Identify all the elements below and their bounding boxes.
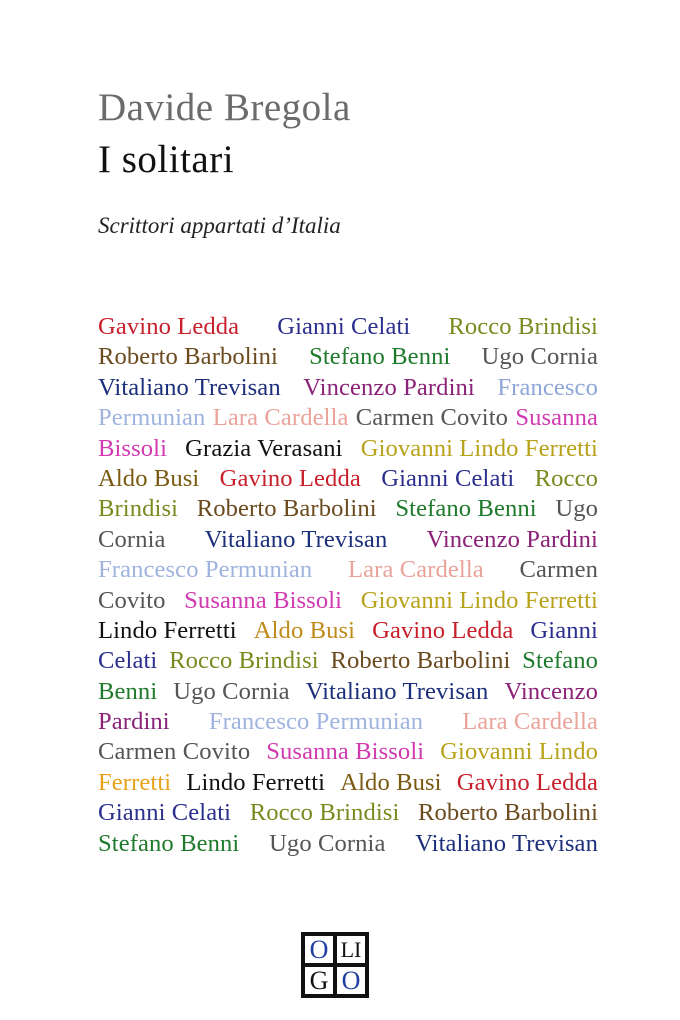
author-name-entry: Gavino Ledda xyxy=(456,768,598,796)
book-subtitle: Scrittori appartati d’Italia xyxy=(98,213,341,238)
author-name-entry: Stefano Benni xyxy=(395,495,537,523)
author-name-entry: Gianni Celati xyxy=(277,313,411,340)
name-line xyxy=(98,586,598,616)
author-name-entry: Aldo Busi xyxy=(98,464,200,492)
author-name-entry: Rocco Brindisi xyxy=(169,647,319,675)
author-name-entry: Stefano Benni xyxy=(98,829,240,857)
author-name-entry: Benni xyxy=(98,677,158,705)
author-name-entry: Gavino Ledda xyxy=(98,313,240,340)
author-name-entry: Roberto Barbolini xyxy=(98,343,278,371)
author-name-entry: Rocco xyxy=(534,464,598,492)
author-name-entry: Permunian xyxy=(98,404,206,432)
author-name: Davide Bregola xyxy=(98,86,351,129)
author-name-entry: Roberto Barbolini xyxy=(330,647,511,675)
author-name-entry: Ferretti xyxy=(98,768,172,796)
name-line xyxy=(98,707,598,737)
name-line xyxy=(98,616,598,646)
name-line xyxy=(98,464,598,494)
name-line xyxy=(98,798,598,828)
author-name-entry: Rocco Brindisi xyxy=(448,313,598,340)
name-line xyxy=(98,677,598,707)
author-name-entry: Lara Cardella xyxy=(212,404,349,432)
author-name-entry: Brindisi xyxy=(98,495,179,523)
author-name-entry: Ugo Cornia xyxy=(173,677,290,705)
author-name-entry: Francesco Permunian xyxy=(98,556,313,584)
author-name-entry: Aldo Busi xyxy=(340,768,442,796)
author-name-entry: Roberto Barbolini xyxy=(196,495,377,523)
logo-cell: O xyxy=(305,936,333,963)
author-name-entry: Carmen xyxy=(519,556,598,584)
name-line xyxy=(98,737,598,767)
book-title: I solitari xyxy=(98,138,235,181)
author-name-entry: Stefano xyxy=(522,647,598,675)
author-name-entry: Covito xyxy=(98,586,166,614)
author-name-entry: Francesco Permunian xyxy=(208,708,424,736)
logo-cell: LI xyxy=(337,936,365,963)
author-name-entry: Lara Cardella xyxy=(462,708,598,736)
author-name-entry: Aldo Busi xyxy=(253,616,356,644)
author-name-entry: Giovanni Lindo Ferretti xyxy=(360,434,598,462)
author-name-entry: Ugo Cornia xyxy=(269,829,386,857)
author-name-entry: Grazia Verasani xyxy=(185,434,343,462)
author-name-entry: Gianni Celati xyxy=(98,799,232,827)
author-name-entry: Vitaliano Trevisan xyxy=(204,525,388,553)
author-name-entry: Stefano Benni xyxy=(309,343,451,371)
name-line xyxy=(98,768,598,798)
name-line xyxy=(98,403,598,433)
author-name-entry: Cornia xyxy=(98,525,166,553)
author-name-entry: Ugo xyxy=(555,495,598,523)
author-name-entry: Vitaliano Trevisan xyxy=(305,677,489,705)
author-name-entry: Susanna Bissoli xyxy=(266,738,425,766)
author-name-entry: Roberto Barbolini xyxy=(418,799,598,827)
author-name-entry: Carmen Covito xyxy=(355,404,509,432)
author-name-entry: Vitaliano Trevisan xyxy=(98,373,281,401)
author-name-entry: Lindo Ferretti xyxy=(186,768,326,796)
author-name-entry: Vincenzo xyxy=(504,677,598,705)
name-line xyxy=(98,494,598,524)
author-name-entry: Bissoli xyxy=(98,434,168,462)
author-name-entry: Gianni Celati xyxy=(381,464,515,492)
author-name-entry: Lindo Ferretti xyxy=(98,616,237,644)
author-name-entry: Gianni xyxy=(530,616,598,644)
author-name-entry: Pardini xyxy=(98,708,170,736)
name-line xyxy=(98,373,598,403)
author-name-entry: Vincenzo Pardini xyxy=(303,373,475,401)
author-name-entry: Celati xyxy=(98,647,158,675)
author-name-entry: Susanna Bissoli xyxy=(184,586,343,614)
name-line xyxy=(98,525,598,555)
publisher-logo xyxy=(301,932,369,998)
author-name-entry: Vincenzo Pardini xyxy=(426,525,598,553)
author-name-entry: Ugo Cornia xyxy=(481,343,598,371)
author-name-entry: Rocco Brindisi xyxy=(249,799,400,827)
name-line xyxy=(98,646,598,676)
author-name-entry: Gavino Ledda xyxy=(219,464,361,492)
author-name-entry: Giovanni Lindo xyxy=(440,738,598,766)
author-name-entry: Lara Cardella xyxy=(348,556,484,584)
logo-cell: O xyxy=(337,967,365,994)
author-names-block xyxy=(98,312,598,859)
name-line xyxy=(98,829,598,859)
name-line xyxy=(98,312,598,342)
name-line xyxy=(98,342,598,372)
author-name-entry: Giovanni Lindo Ferretti xyxy=(360,586,598,614)
author-name-entry: Francesco xyxy=(497,373,598,401)
name-line xyxy=(98,555,598,585)
author-name-entry: Gavino Ledda xyxy=(372,616,514,644)
logo-cell: G xyxy=(305,967,333,994)
author-name-entry: Vitaliano Trevisan xyxy=(415,829,598,857)
author-name-entry: Susanna xyxy=(515,404,598,432)
author-name-entry: Carmen Covito xyxy=(98,738,251,766)
name-line xyxy=(98,434,598,464)
